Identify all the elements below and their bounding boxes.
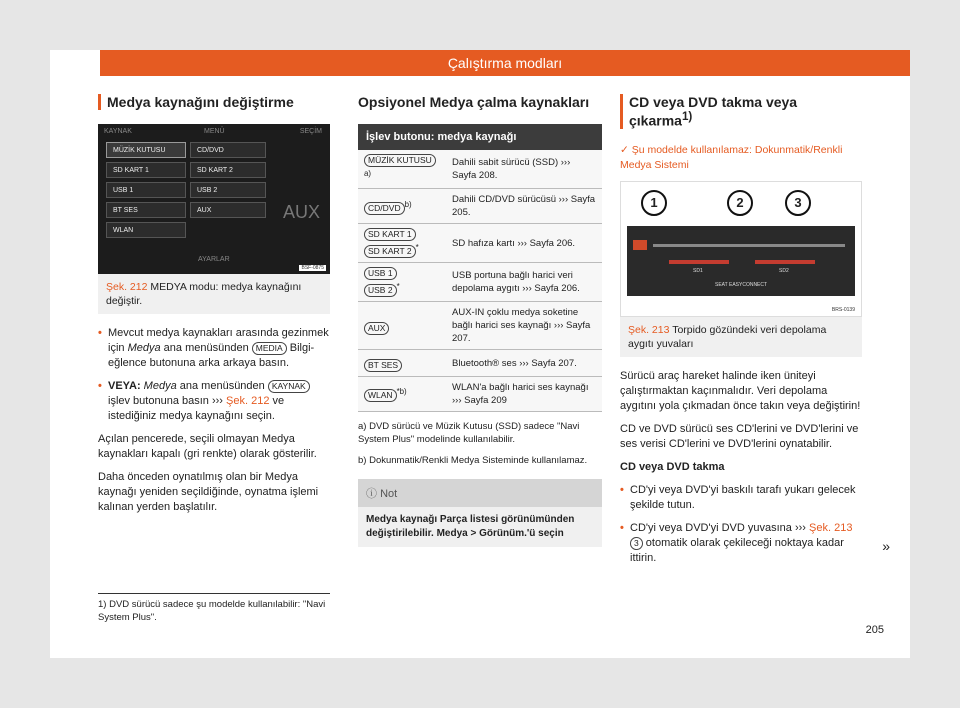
screen-btn-usb2: USB 2	[190, 182, 266, 198]
media-key-icon: MEDIA	[252, 342, 287, 355]
fig-link[interactable]: Şek. 213	[809, 521, 853, 534]
heading-change-source: Medya kaynağını değiştirme	[98, 94, 330, 110]
table-header: İşlev butonu: medya kaynağı	[358, 124, 602, 150]
marker-1: 1	[641, 190, 667, 216]
para-window: Açılan pencerede, seçili olmayan Medya kaynakları kapalı (gri renkte) olarak gösterilir.	[98, 433, 317, 460]
table-row: AUX AUX-IN çoklu medya soketine bağlı harici ses kaynağı ››› Sayfa 207.	[358, 302, 602, 350]
fig-link[interactable]: Şek. 212	[226, 395, 270, 407]
bullet-browse: • Mevcut medya kaynakları arasında gezinmek için Medya ana menüsünden MEDIA Bilgi-eğlence butonuna arka arkaya basın.	[98, 326, 330, 371]
subheading-insert: CD veya DVD takma	[620, 460, 725, 473]
brand-label: SEAT EASYCONNECT	[715, 281, 768, 288]
column-right	[620, 94, 890, 574]
screen-btn-aux: AUX	[190, 202, 266, 218]
figure-caption: Şek. 212 MEDYA modu: medya kaynağını değiştir.	[98, 274, 330, 314]
device-unit	[627, 226, 855, 296]
table-row: USB 1 USB 2 * USB portuna bağlı harici veri depolama aygıtı ››› Sayfa 206.	[358, 263, 602, 302]
table-row: MÜZİK KUTUSU$^{a)}$ Dahili sabit sürücü (SSD) ››› Sayfa 208.	[358, 150, 602, 189]
figure-code: BRS-0139	[831, 306, 855, 313]
manual-page	[50, 50, 910, 658]
page-number: 205	[865, 624, 884, 636]
section-header: Çalıştırma modları	[100, 50, 910, 76]
screen-aux-label: AUX	[282, 202, 320, 222]
marker-ref: 3	[630, 537, 643, 550]
continue-icon: »	[882, 538, 890, 554]
screen-btn-sd2: SD KART 2	[190, 162, 266, 178]
table-row: CD/DVD $^{b)}$ Dahili CD/DVD sürücüsü ››› Sayfa 205.	[358, 189, 602, 224]
heading-cd-dvd: CD veya DVD takma veya çıkarma$^{1)}$	[620, 94, 862, 129]
page-footnote: 1) DVD sürücü sadece şu modelde kullanılabilir: "Navi System Plus".	[98, 593, 330, 624]
screen-tab-selection: SEÇİM	[299, 128, 322, 135]
column-middle	[358, 94, 602, 547]
note-title: Not	[380, 487, 398, 500]
para-warning: Sürücü araç hareket halinde iken üniteyi çalıştırmaktan kaçınmalıdır. Veri depolama aygıtını yola çıkmadan önce takın veya değiştirin!	[620, 369, 861, 412]
slot-label-sd2: SD2	[779, 267, 789, 274]
screen-settings-label: AYARLAR	[198, 256, 230, 263]
figure-ref: Şek. 212	[106, 281, 148, 293]
note-text: Medya kaynağı Parça listesi görünümünden değiştirilebilir. Medya > Görünüm.'ü seçin	[366, 513, 575, 539]
screen-btn-usb1: USB 1	[106, 182, 186, 198]
screen-btn-sd1: SD KART 1	[106, 162, 186, 178]
para-resume: Daha önceden oynatılmış olan bir Medya kaynağı yeniden seçildiğinde, oynatma işlemi kalınan yerden başlatılır.	[98, 471, 319, 513]
para-playback: CD ve DVD sürücü ses CD'lerini ve DVD'lerini ve ses verisi CD'lerini ve DVD'lerini oynatabilir.	[620, 422, 859, 450]
screen-btn-bt-audio: BT SES	[106, 202, 186, 218]
figure-ref: Şek. 213	[628, 323, 670, 336]
slot-label-sd1: SD1	[693, 267, 703, 274]
info-icon: ⓘ	[366, 487, 377, 500]
media-screen-figure	[98, 124, 330, 274]
bullet-insert: • CD'yi veya DVD'yi DVD yuvasına ››› Şek. 213 3 otomatik olarak çekileceği noktaya kadar ittirin.	[620, 521, 862, 566]
source-table	[358, 124, 602, 412]
figure-caption: Şek. 213 Torpido gözündeki veri depolama aygıtı yuvaları	[620, 317, 862, 357]
screen-btn-music-box: MÜZİK KUTUSU	[106, 142, 186, 158]
screen-tab-source: KAYNAK	[104, 128, 132, 135]
bullet-or: • VEYA: Medya ana menüsünden KAYNAK işlev butonuna basın ››› Şek. 212 ve istediğiniz medya kaynağını seçin.	[98, 379, 330, 424]
table-footnote-b: b) Dokunmatik/Renkli Medya Sisteminde kullanılamaz.	[358, 454, 588, 466]
screen-tab-menu: MENÜ	[204, 128, 225, 135]
source-key: KAYNAK	[268, 380, 310, 393]
availability-note: ✓ Şu modelde kullanılamaz: Dokunmatik/Renkli Medya Sistemi	[620, 143, 843, 171]
screen-btn-wlan: WLAN	[106, 222, 186, 238]
eject-icon	[633, 240, 647, 250]
screen-btn-cd-dvd: CD/DVD	[190, 142, 266, 158]
marker-2: 2	[727, 190, 753, 216]
slot-figure	[620, 181, 862, 317]
note-box	[358, 479, 602, 547]
table-row: BT SES Bluetooth® ses ››› Sayfa 207.	[358, 350, 602, 376]
marker-3: 3	[785, 190, 811, 216]
table-row: SD KART 1 SD KART 2 * SD hafıza kartı ››› Sayfa 206.	[358, 224, 602, 263]
table-row: WLAN $^{*b)}$ WLAN'a bağlı harici ses kaynağı ››› Sayfa 209	[358, 376, 602, 411]
bullet-hold: • CD'yi veya DVD'yi baskılı tarafı yukarı gelecek şekilde tutun.	[620, 483, 862, 513]
table-footnote-a: a) DVD sürücü ve Müzik Kutusu (SSD) sadece "Navi System Plus" modelinde kullanılabilir.	[358, 420, 580, 445]
heading-optional-sources: Opsiyonel Medya çalma kaynakları	[358, 94, 590, 110]
column-left	[98, 94, 330, 523]
figure-code: BSF-0875	[301, 265, 324, 271]
